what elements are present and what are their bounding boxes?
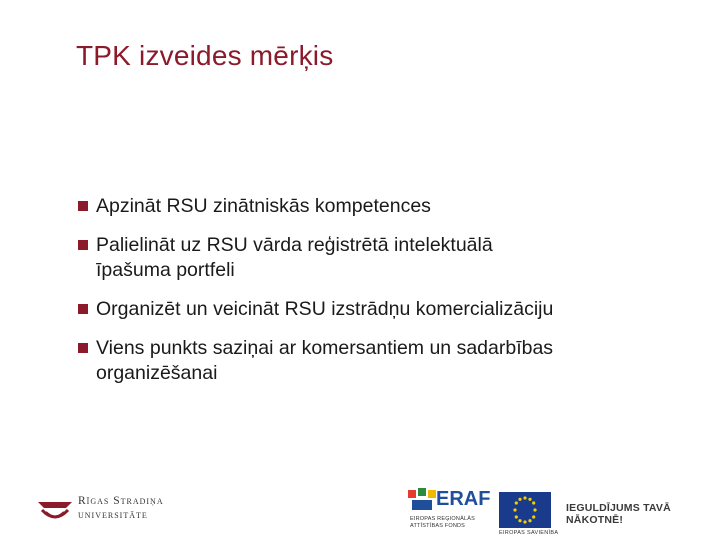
bullet-text-continuation: organizēšanai — [96, 362, 218, 384]
eu-flag-icon — [499, 492, 551, 528]
eraf-subtitle-line1: EIROPAS REĢIONĀLĀS — [410, 516, 475, 522]
bullet-text: Viens punkts saziņai ar komersantiem un sadarbības — [96, 337, 554, 359]
bullet-item — [76, 336, 696, 386]
eu-caption: EIROPAS SAVIENĪBA — [499, 530, 559, 536]
bullet-item — [76, 194, 696, 219]
footer-logos — [0, 478, 720, 540]
rsu-name-line2: universitāte — [78, 509, 148, 521]
slogan-text: IEGULDĪJUMS TAVĀ NĀKOTNĒ! — [566, 502, 671, 526]
bullet-list — [76, 194, 696, 400]
rsu-name-line1: Rīgas Stradiņa — [78, 495, 164, 507]
bullet-item — [76, 297, 696, 322]
slide-title: TPK izveides mērķis — [76, 40, 334, 71]
bullet-text: Palielināt uz RSU vārda reģistrētā intelektuālā — [96, 234, 493, 256]
square-bullet-icon — [78, 240, 88, 250]
eraf-emblem-icon — [408, 488, 436, 512]
eraf-logo — [406, 488, 491, 538]
eraf-subtitle-line2: ATTĪSTĪBAS FONDS — [410, 523, 466, 529]
rsu-logo — [36, 490, 186, 526]
square-bullet-icon — [78, 343, 88, 353]
eraf-wordmark: ERAF — [436, 488, 491, 510]
bullet-text-continuation: īpašuma portfeli — [96, 259, 235, 281]
square-bullet-icon — [78, 304, 88, 314]
square-bullet-icon — [78, 201, 88, 211]
bullet-text: Organizēt un veicināt RSU izstrādņu komercializāciju — [96, 298, 554, 320]
bullet-text: Apzināt RSU zinātniskās kompetences — [96, 195, 431, 217]
bullet-item — [76, 233, 696, 283]
rsu-emblem-icon — [36, 494, 74, 524]
